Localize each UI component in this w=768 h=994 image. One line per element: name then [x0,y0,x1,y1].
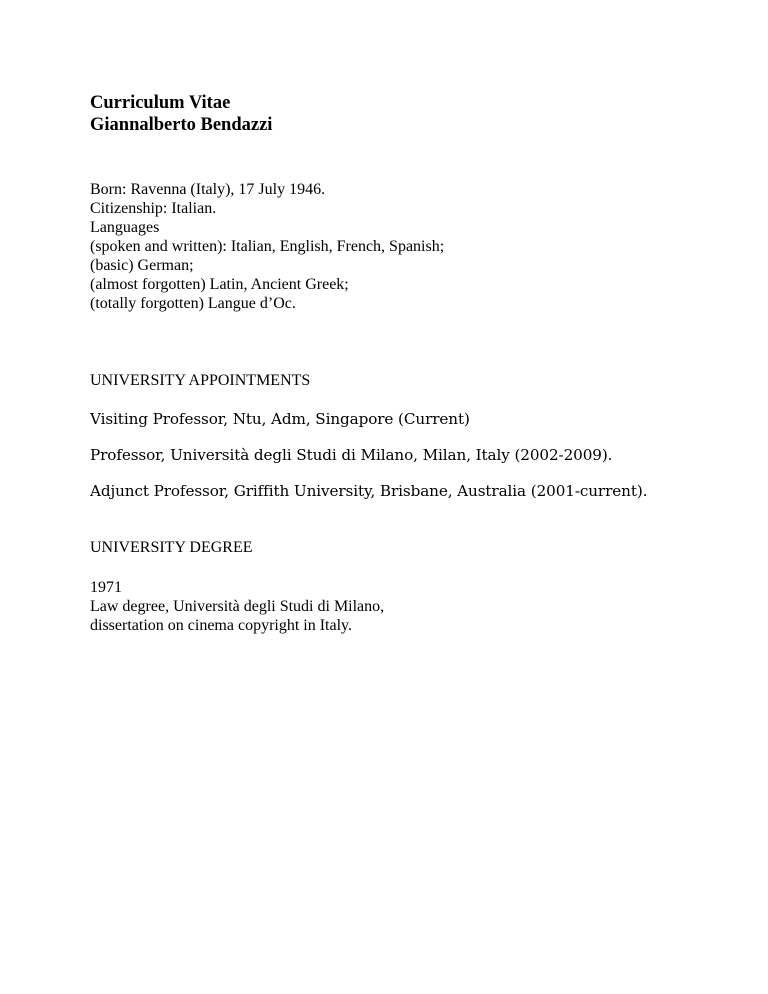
degree-line: Law degree, Università degli Studi di Milano, [90,598,385,615]
appointment-item: Adjunct Professor, Griffith University, Brisbane, Australia (2001-current). [90,482,648,500]
citizenship-info: Citizenship: Italian. [90,200,217,217]
appointment-item: Visiting Professor, Ntu, Adm, Singapore (Current) [90,410,470,428]
appointments-list [90,409,730,501]
degree-line: dissertation on cinema copyright in Italy. [90,617,353,634]
cv-document [90,92,730,635]
degree-heading: UNIVERSITY DEGREE [90,539,253,556]
appointment-item: Professor, Università degli Studi di Milano, Milan, Italy (2002-2009). [90,446,613,464]
language-line: (totally forgotten) Langue d’Oc. [90,295,296,312]
degree-details [90,578,730,635]
person-name: Giannalberto Bendazzi [90,115,273,135]
degree-year: 1971 [90,579,122,596]
language-line: (spoken and written): Italian, English, French, Spanish; [90,238,445,255]
document-title: Curriculum Vitae [90,93,231,113]
document-header [90,92,730,136]
languages-label: Languages [90,219,160,236]
personal-details [90,180,730,313]
appointments-heading: UNIVERSITY APPOINTMENTS [90,372,311,389]
birth-info: Born: Ravenna (Italy), 17 July 1946. [90,181,326,198]
language-line: (basic) German; [90,257,194,274]
language-line: (almost forgotten) Latin, Ancient Greek; [90,276,349,293]
